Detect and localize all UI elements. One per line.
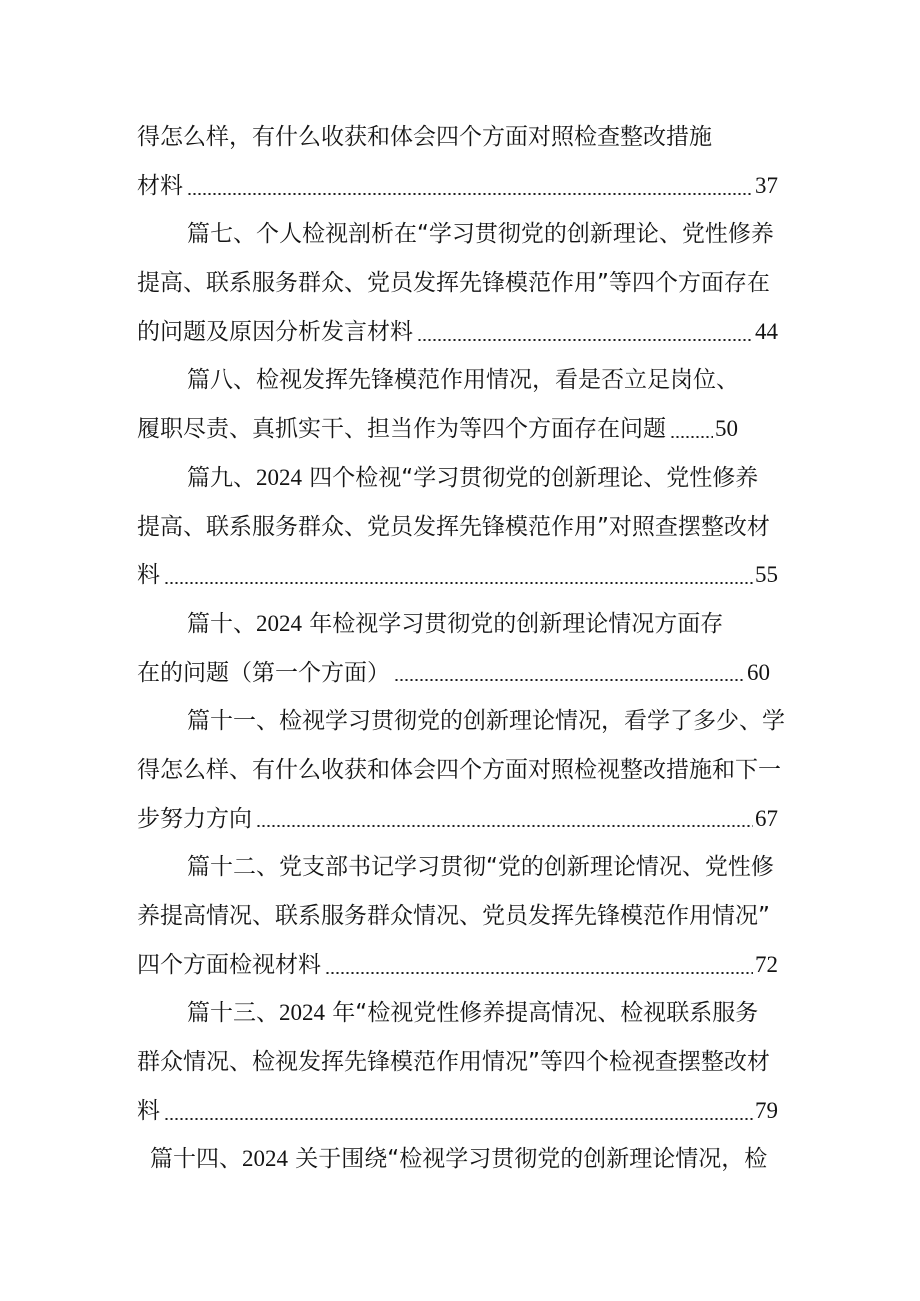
dot-leader [394, 661, 745, 684]
toc-entry-title-line: 料 [137, 562, 160, 589]
dot-leader [187, 175, 753, 198]
toc-entry-title-line: 篇十三、2024 年“检视党性修养提高情况、检视联系服务 [187, 1000, 759, 1027]
toc-entry [137, 210, 797, 356]
toc-entry [137, 356, 797, 453]
toc-entry-title-line: 篇七、个人检视剖析在“学习贯彻党的创新理论、党性修养 [187, 221, 774, 248]
toc-entry-title-line: 提高、联系服务群众、党员发挥先锋模范作用”等四个方面存在 [137, 270, 770, 297]
toc-entry-title-line: 步努力方向 [137, 805, 252, 832]
table-of-contents [137, 113, 797, 1184]
toc-entry-last-line [137, 1087, 778, 1136]
toc-page-number: 79 [755, 1097, 778, 1123]
toc-entry-title-line: 养提高情况、联系服务群众情况、党员发挥先锋模范作用情况” [137, 903, 770, 929]
toc-entry [137, 697, 797, 843]
toc-page-number: 72 [755, 951, 778, 977]
toc-entry [137, 454, 797, 600]
dot-leader [670, 418, 713, 441]
toc-entry-last-line [137, 162, 778, 211]
dot-leader [325, 954, 753, 977]
toc-page-number: 60 [747, 659, 770, 685]
toc-page-number: 37 [755, 172, 778, 198]
toc-entry-title-line: 篇九、2024 四个检视“学习贯彻党的创新理论、党性修养 [187, 464, 759, 491]
toc-entry-last-line [137, 308, 778, 357]
toc-entry-title-line: 篇十二、党支部书记学习贯彻“党的创新理论情况、党性修 [187, 854, 774, 881]
toc-entry-title-line: 的问题及原因分析发言材料 [137, 318, 413, 345]
dot-leader [417, 321, 753, 344]
toc-entry [137, 989, 797, 1135]
toc-entry-title-line: 篇十、2024 年检视学习贯彻党的创新理论情况方面存 [187, 610, 724, 637]
toc-page-number: 50 [715, 416, 738, 442]
toc-entry [137, 113, 797, 210]
dot-leader [164, 1100, 753, 1123]
toc-entry-last-line [137, 941, 778, 990]
toc-entry-title-line: 提高、联系服务群众、党员发挥先锋模范作用”对照查摆整改材 [137, 513, 770, 540]
toc-entry-title-line: 篇十一、检视学习贯彻党的创新理论情况，看学了多少、学 [187, 708, 785, 735]
toc-entry-title-line: 料 [137, 1097, 160, 1124]
toc-entry-title-line: 材料 [137, 172, 183, 199]
toc-page-number: 44 [755, 318, 778, 344]
toc-entry-title-line: 得怎么样、有什么收获和体会四个方面对照检视整改措施和下一 [137, 756, 781, 783]
toc-entry-title-line: 篇十四、2024 关于围绕“检视学习贯彻党的创新理论情况，检 [150, 1146, 768, 1173]
toc-entry [137, 1135, 797, 1184]
toc-entry-title-line: 在的问题（第一个方面） [137, 659, 390, 686]
toc-page-number: 55 [755, 562, 778, 588]
toc-entry-last-line [137, 795, 778, 844]
dot-leader [164, 564, 753, 587]
toc-entry-title-line: 得怎么样，有什么收获和体会四个方面对照检查整改措施 [137, 124, 712, 150]
toc-entry-last-line [137, 405, 738, 454]
toc-entry-last-line [137, 551, 778, 600]
toc-entry-title-line: 履职尽责、真抓实干、担当作为等四个方面存在问题 [137, 416, 666, 443]
toc-entry-title-line: 篇八、检视发挥先锋模范作用情况，看是否立足岗位、 [187, 367, 739, 394]
toc-entry-title-line: 四个方面检视材料 [137, 951, 321, 978]
dot-leader [256, 807, 753, 830]
toc-entry [137, 843, 797, 989]
toc-page-number: 67 [755, 805, 778, 831]
toc-entry-last-line [137, 649, 770, 698]
toc-entry [137, 600, 797, 697]
toc-entry-title-line: 群众情况、检视发挥先锋模范作用情况”等四个检视查摆整改材 [137, 1049, 770, 1076]
